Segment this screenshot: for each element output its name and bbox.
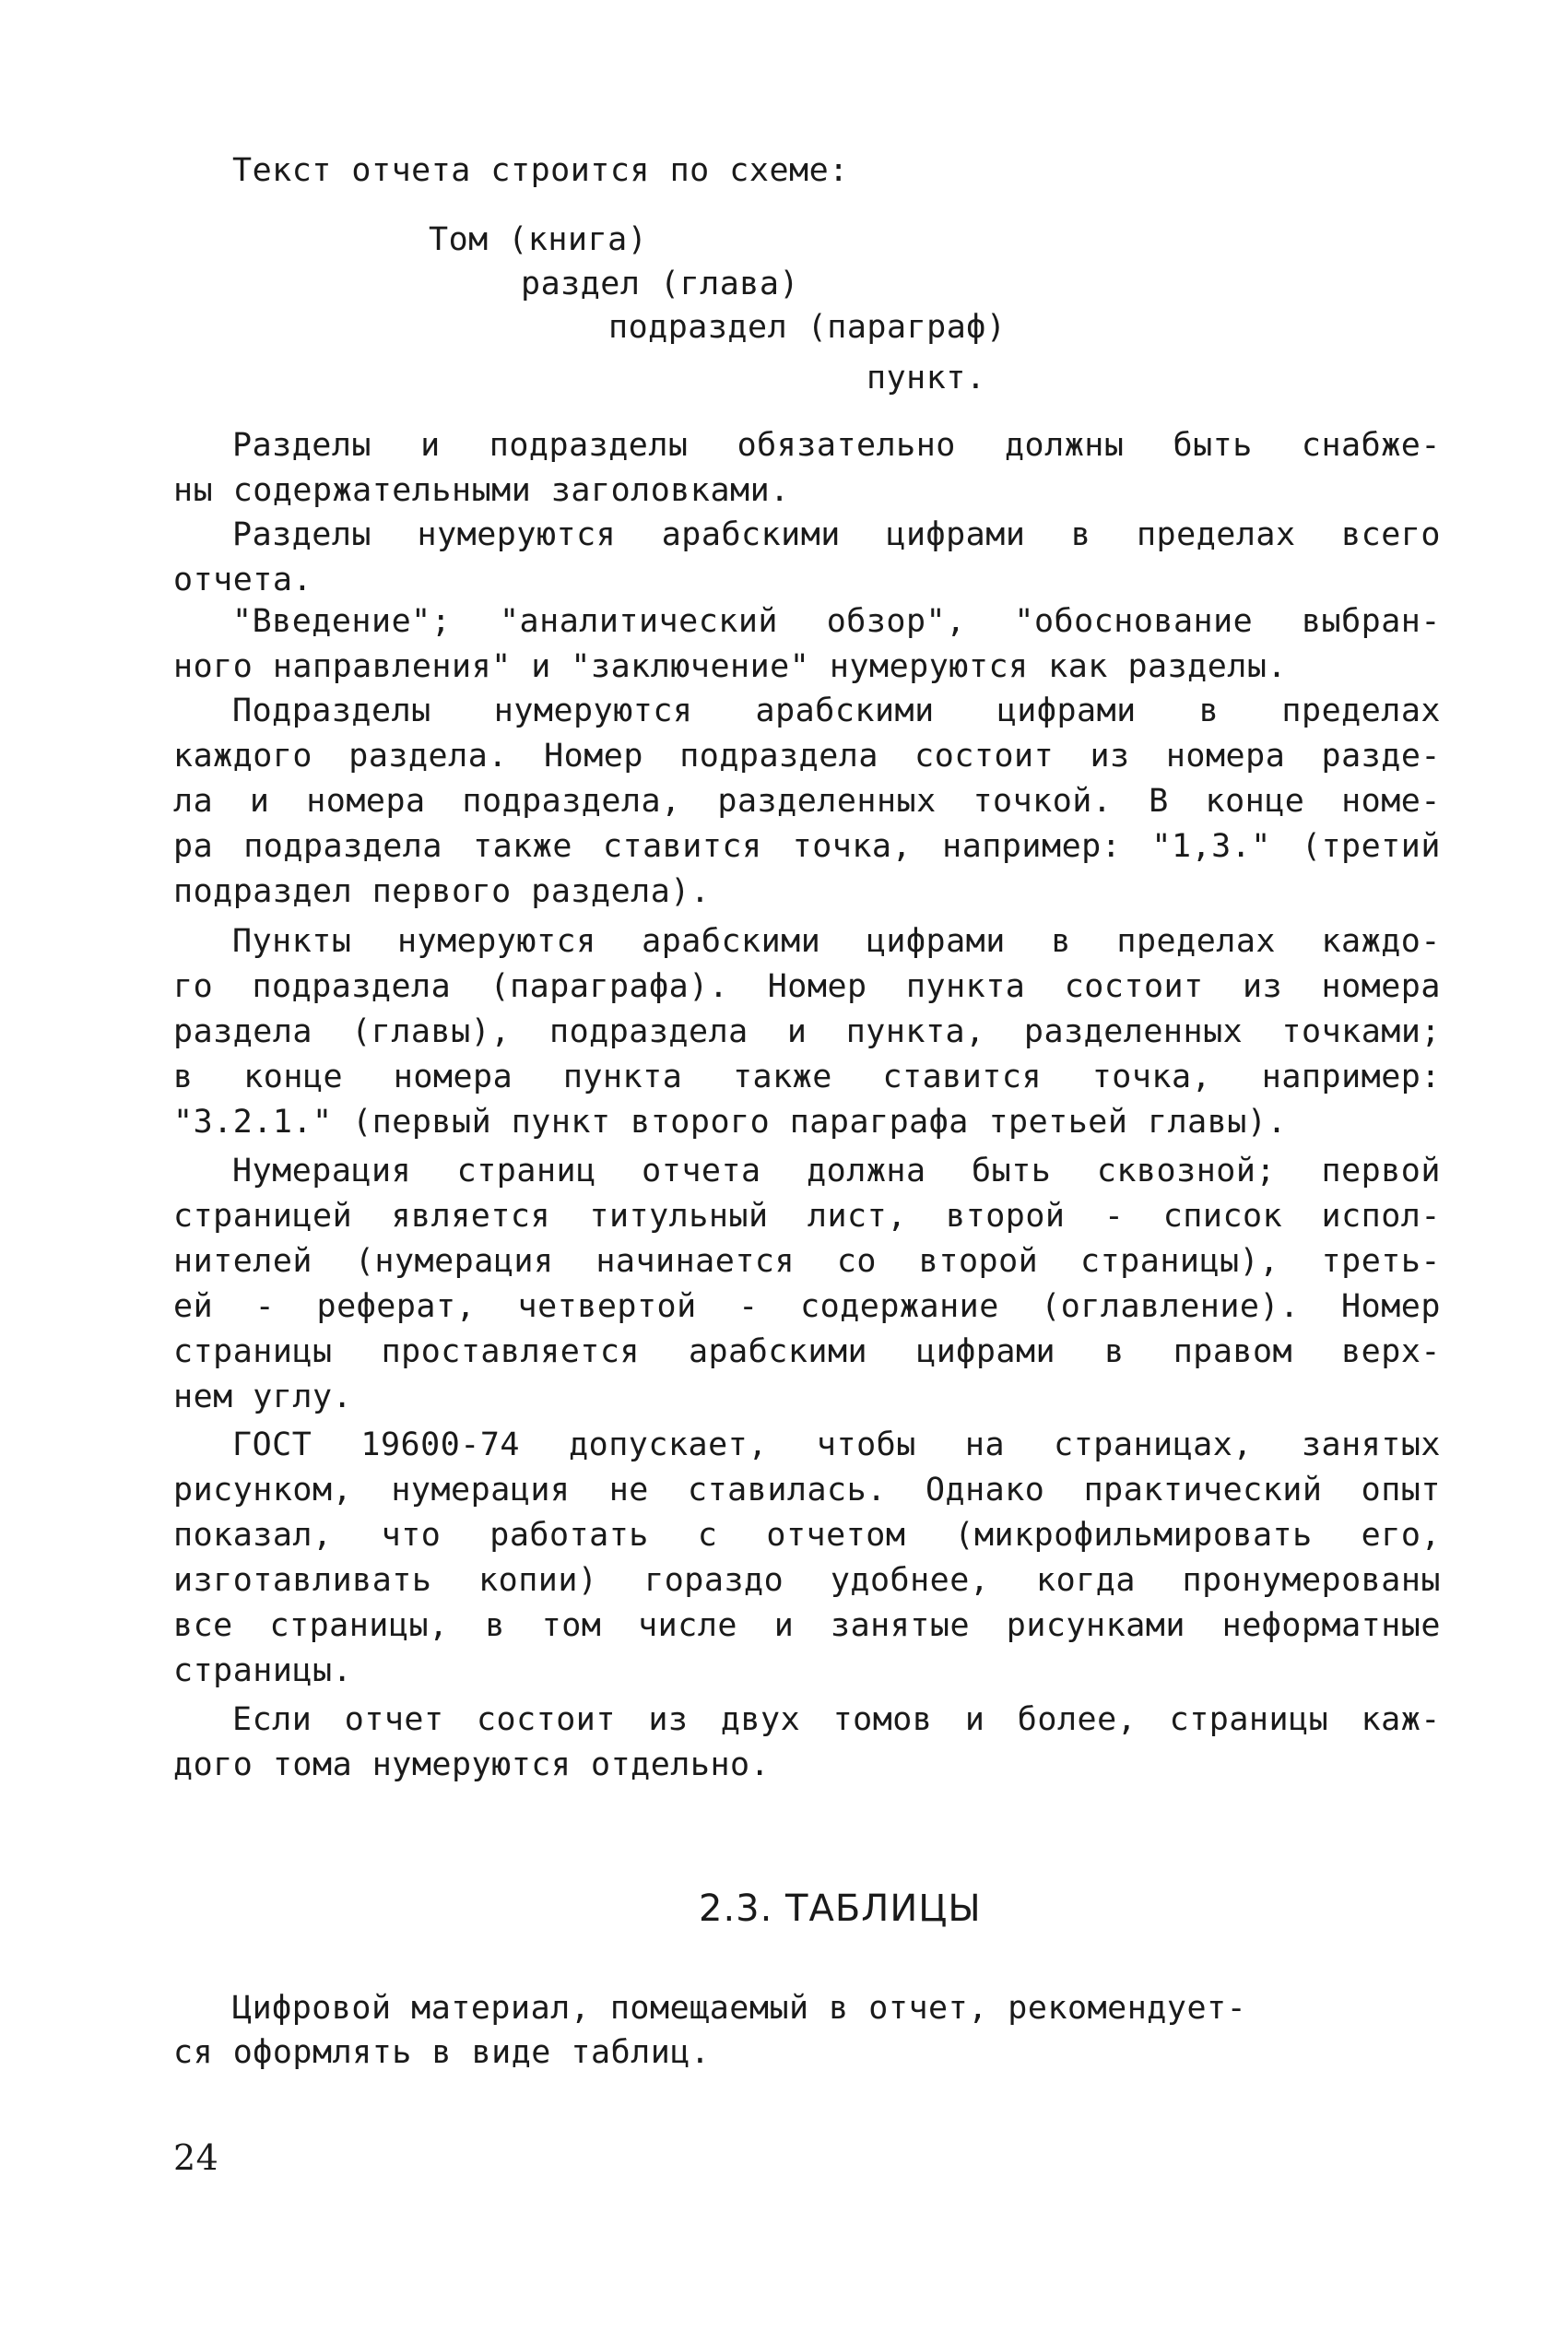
- paragraph-5-line-4: в конце номера пункта также ставится точка, например:: [173, 1059, 1441, 1095]
- section-heading: 2.3. ТАБЛИЦЫ: [699, 1887, 982, 1930]
- paragraph-5-line-3: раздела (главы), подраздела и пункта, разделенных точками;: [173, 1013, 1441, 1050]
- paragraph-6-line-3: нителей (нумерация начинается со второй страницы), треть-: [173, 1243, 1441, 1280]
- paragraph-2-line-1: Разделы нумеруются арабскими цифрами в пределах всего: [232, 516, 1441, 553]
- paragraph-1-line-2: ны содержательными заголовками.: [173, 472, 790, 509]
- intro-line: Текст отчета строится по схеме:: [232, 152, 849, 189]
- paragraph-3-line-1: "Введение"; "аналитический обзор", "обоснование выбран-: [232, 603, 1441, 640]
- scheme-level-3: подраздел (параграф): [608, 309, 1007, 346]
- paragraph-6-line-5: страницы проставляется арабскими цифрами в правом верх-: [173, 1333, 1441, 1370]
- paragraph-6-line-2: страницей является титульный лист, второй - список испол-: [173, 1198, 1441, 1235]
- page-number: 24: [173, 2137, 219, 2178]
- paragraph-1-line-1: Разделы и подразделы обязательно должны быть снабже-: [232, 427, 1441, 464]
- paragraph-4-line-1: Подразделы нумеруются арабскими цифрами в пределах: [232, 692, 1441, 729]
- paragraph-2-line-2: отчета.: [173, 562, 313, 598]
- paragraph-4-line-3: ла и номера подраздела, разделенных точкой. В конце номе-: [173, 783, 1441, 820]
- paragraph-7-line-2: рисунком, нумерация не ставилась. Однако практический опыт: [173, 1472, 1441, 1509]
- section-paragraph-line-1: Цифровой материал, помещаемый в отчет, рекомендует-: [232, 1990, 1247, 2027]
- paragraph-4-line-5: подраздел первого раздела).: [173, 873, 711, 910]
- section-paragraph-line-2: ся оформлять в виде таблиц.: [173, 2034, 711, 2071]
- paragraph-5-line-2: го подраздела (параграфа). Номер пункта состоит из номера: [173, 968, 1441, 1005]
- paragraph-4-line-4: ра подраздела также ставится точка, например: "1,3." (третий: [173, 828, 1441, 865]
- scheme-level-4: пункт.: [867, 360, 986, 396]
- paragraph-4-line-2: каждого раздела. Номер подраздела состоит из номера разде-: [173, 738, 1441, 775]
- paragraph-3-line-2: ного направления" и "заключение" нумеруются как разделы.: [173, 648, 1288, 685]
- paragraph-7-line-6: страницы.: [173, 1652, 353, 1689]
- paragraph-6-line-4: ей - реферат, четвертой - содержание (оглавление). Номер: [173, 1288, 1441, 1325]
- paragraph-8-line-2: дого тома нумеруются отдельно.: [173, 1746, 771, 1783]
- paragraph-8-line-1: Если отчет состоит из двух томов и более, страницы каж-: [232, 1701, 1441, 1738]
- paragraph-7-line-4: изготавливать копии) гораздо удобнее, когда пронумерованы: [173, 1562, 1441, 1599]
- paragraph-7-line-1: ГОСТ 19600-74 допускает, чтобы на страницах, занятых: [232, 1426, 1441, 1463]
- paragraph-7-line-5: все страницы, в том числе и занятые рисунками неформатные: [173, 1607, 1441, 1644]
- paragraph-5-line-5: "3.2.1." (первый пункт второго параграфа третьей главы).: [173, 1104, 1288, 1141]
- paragraph-5-line-1: Пункты нумеруются арабскими цифрами в пределах каждо-: [232, 923, 1441, 960]
- scheme-level-2: раздел (глава): [521, 266, 800, 302]
- paragraph-6-line-6: нем углу.: [173, 1378, 353, 1415]
- paragraph-7-line-3: показал, что работать с отчетом (микрофильмировать его,: [173, 1517, 1441, 1554]
- scheme-level-1: Том (книга): [429, 221, 648, 258]
- paragraph-6-line-1: Нумерация страниц отчета должна быть сквозной; первой: [232, 1153, 1441, 1189]
